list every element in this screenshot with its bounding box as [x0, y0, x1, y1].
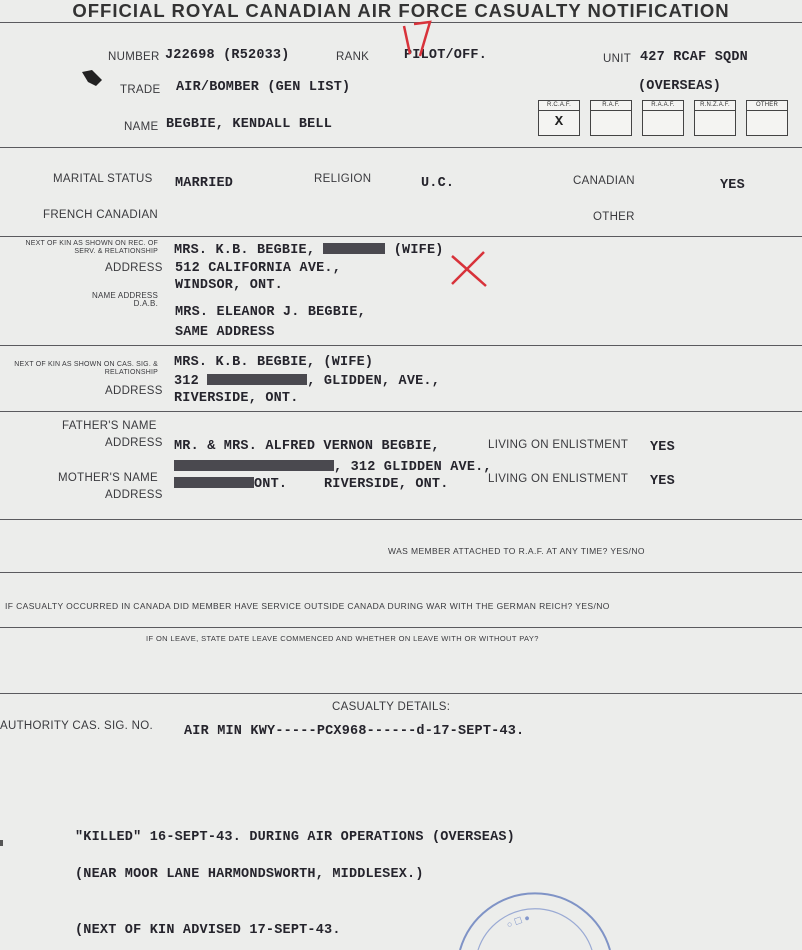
svg-text:○ ☐ ●: ○ ☐ ● [505, 912, 532, 930]
divider-5 [0, 519, 802, 520]
divider-6 [0, 572, 802, 573]
service-box-other: OTHER [746, 100, 788, 136]
mother-line1: , 312 GLIDDEN AVE., [174, 460, 492, 475]
rank-label: RANK [336, 51, 370, 63]
circular-stamp [450, 888, 620, 950]
casualty-line-nok-advised: (NEXT OF KIN ADVISED 17-SEPT-43. [75, 923, 341, 938]
nok-cas-sig-label: NEXT OF KIN AS SHOWN ON CAS. SIG. & RELATIONSHIP [14, 361, 158, 376]
divider-1 [0, 147, 802, 148]
mother-line2: ONT. [174, 477, 287, 492]
redacted-blot [207, 374, 307, 385]
dab-name: MRS. ELEANOR J. BEGBIE, [175, 305, 366, 320]
nok-cas-sig-address-line1: 312 , GLIDDEN, AVE., [174, 374, 441, 389]
redacted-blot [323, 243, 385, 254]
unit-value-overseas: (OVERSEAS) [638, 79, 722, 94]
name-label: NAME [124, 121, 159, 133]
service-box-rnzaf: R.N.Z.A.F. [694, 100, 736, 136]
authority-label: AUTHORITY CAS. SIG. NO. [0, 720, 154, 732]
nok-cas-sig-name: MRS. K.B. BEGBIE, (WIFE) [174, 355, 374, 370]
casualty-details-heading: CASUALTY DETAILS: [332, 701, 451, 713]
unit-label: UNIT [603, 53, 632, 65]
raf-attached-question: WAS MEMBER ATTACHED TO R.A.F. AT ANY TIME? YES/NO [388, 546, 645, 556]
living-on-enlistment-label-1: LIVING ON ENLISTMENT [488, 439, 629, 451]
service-outside-canada-question: IF CASUALTY OCCURRED IN CANADA DID MEMBER HAVE SERVICE OUTSIDE CANADA DURING WAR WITH THE GERMAN REICH? YES/NO [5, 601, 610, 611]
nok-record-label: NEXT OF KIN AS SHOWN ON REC. OF SERV. & RELATIONSHIP [25, 240, 158, 255]
other-label: OTHER [593, 211, 635, 223]
french-canadian-label: FRENCH CANADIAN [43, 209, 159, 221]
religion-value: U.C. [421, 176, 455, 191]
mother-address-label: ADDRESS [105, 489, 163, 501]
father-address-label: ADDRESS [105, 437, 163, 449]
nok-record-address-line1: 512 CALIFORNIA AVE., [175, 261, 342, 276]
red-cross-mark [446, 248, 492, 290]
trade-label: TRADE [120, 84, 161, 96]
nok-record-address-line2: WINDSOR, ONT. [175, 278, 283, 293]
rank-value: PILOT/OFF. [404, 48, 488, 63]
dab-label: NAME ADDRESS D.A.B. [92, 291, 158, 308]
divider-7 [0, 627, 802, 628]
dab-address: SAME ADDRESS [175, 325, 275, 340]
service-box-raf: R.A.F. [590, 100, 632, 136]
marital-status-label: MARITAL STATUS [53, 173, 153, 185]
father-name-value: MR. & MRS. ALFRED VERNON BEGBIE, [174, 439, 440, 454]
name-value: BEGBIE, KENDALL BELL [166, 117, 333, 132]
service-box-rcaf: R.C.A.F. X [538, 100, 580, 136]
trade-value: AIR/BOMBER (GEN LIST) [176, 80, 351, 95]
red-handwritten-mark [398, 18, 438, 62]
edge-mark [0, 840, 3, 846]
divider-8 [0, 693, 802, 694]
form-title: OFFICIAL ROYAL CANADIAN AIR FORCE CASUALTY NOTIFICATION [72, 0, 730, 21]
nok-record-address-label: ADDRESS [105, 262, 163, 274]
leave-question: IF ON LEAVE, STATE DATE LEAVE COMMENCED AND WHETHER ON LEAVE WITH OR WITHOUT PAY? [146, 634, 539, 643]
mothers-name-label: MOTHER'S NAME [58, 472, 159, 484]
religion-label: RELIGION [314, 173, 372, 185]
divider-4 [0, 411, 802, 412]
casualty-line-killed: "KILLED" 16-SEPT-43. DURING AIR OPERATIONS (OVERSEAS) [75, 830, 515, 845]
unit-value: 427 RCAF SQDN [640, 50, 748, 65]
service-box-raaf: R.A.A.F. [642, 100, 684, 136]
authority-value: AIR MIN KWY-----PCX968------d-17-SEPT-43. [184, 724, 525, 739]
number-label: NUMBER [108, 51, 160, 63]
canadian-value: YES [720, 178, 745, 193]
mother-line2-city: RIVERSIDE, ONT. [324, 477, 449, 492]
living-on-enlistment-label-2: LIVING ON ENLISTMENT [488, 473, 629, 485]
rcaf-mark: X [554, 114, 564, 130]
casualty-line-location: (NEAR MOOR LANE HARMONDSWORTH, MIDDLESEX.) [75, 867, 424, 882]
canadian-label: CANADIAN [573, 175, 635, 187]
redacted-blot [174, 477, 254, 488]
number-value: J22698 (R52033) [165, 48, 290, 63]
marital-status-value: MARRIED [175, 176, 234, 191]
nok-cas-sig-address-label: ADDRESS [105, 385, 163, 397]
fathers-name-label: FATHER'S NAME [62, 420, 157, 432]
nok-record-name: MRS. K.B. BEGBIE, (WIFE) [174, 243, 444, 258]
divider-3 [0, 345, 802, 346]
living-on-enlistment-value-2: YES [650, 474, 675, 489]
ink-blot-mark [78, 66, 108, 90]
divider-2 [0, 236, 802, 237]
nok-cas-sig-address-line2: RIVERSIDE, ONT. [174, 391, 299, 406]
living-on-enlistment-value-1: YES [650, 440, 675, 455]
redacted-blot [174, 460, 334, 471]
